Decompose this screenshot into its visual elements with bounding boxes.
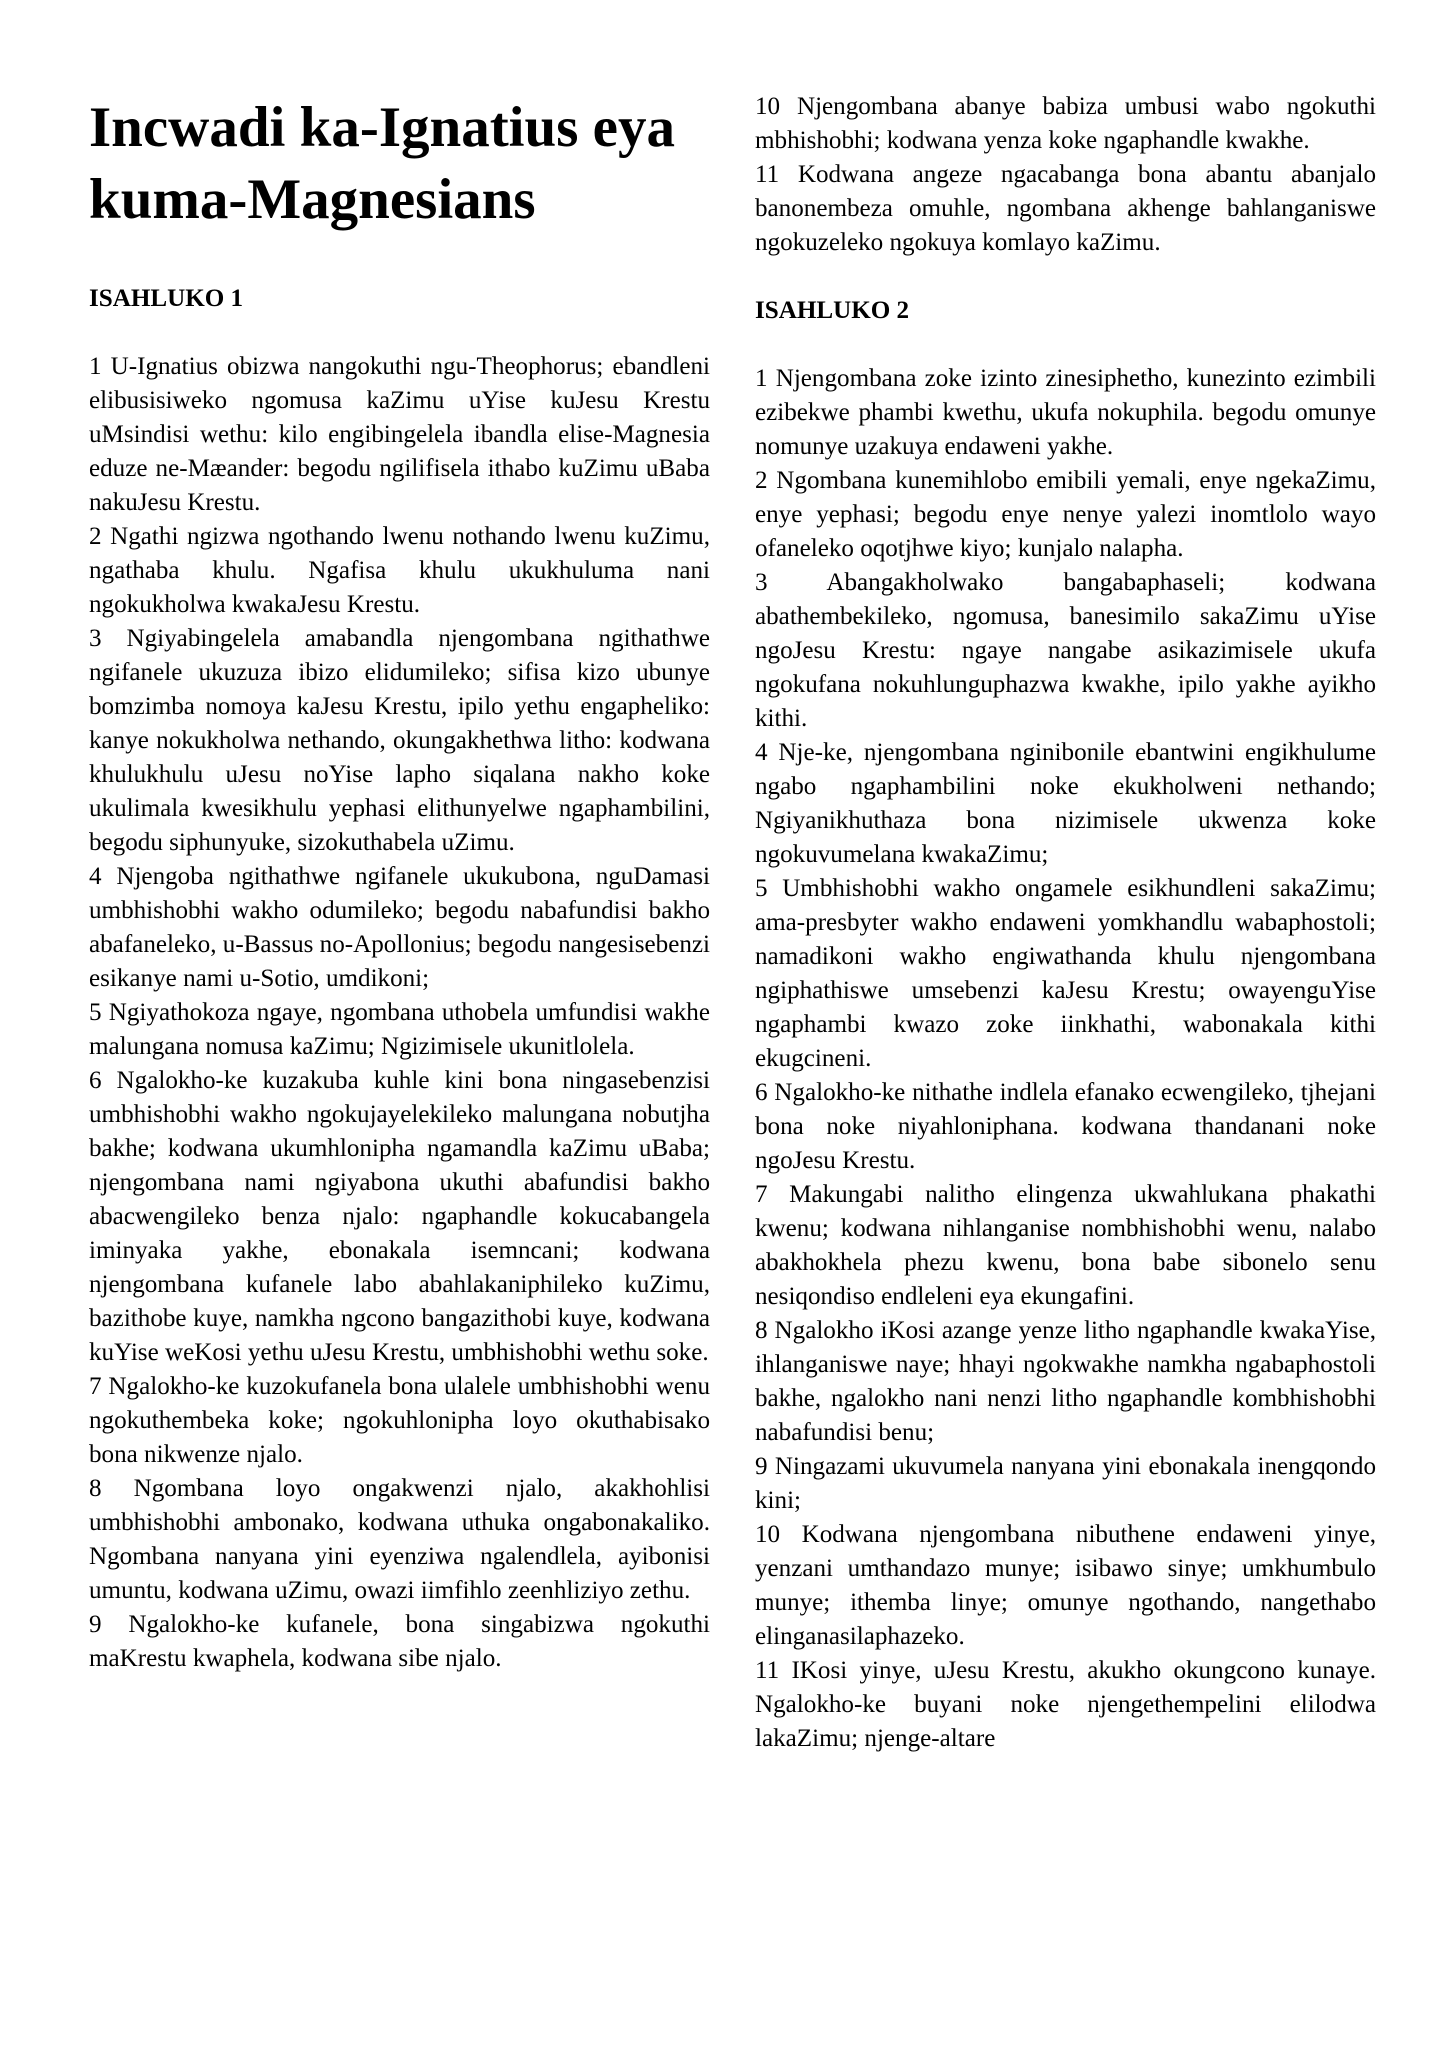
chapter-1-heading: ISAHLUKO 1	[89, 285, 244, 312]
chapter-1-verse-10: 10 Njengombana abanye babiza umbusi wabo ngokuthi mbhishobhi; kodwana yenza koke ngaphandle kwakhe.	[755, 93, 1376, 154]
chapter-2-verse-6: 6 Ngalokho-ke nithathe indlela efanako ecwengileko, tjhejani bona noke niyahloniphana. kodwana thandanani noke ngoJesu Krestu.	[755, 1079, 1376, 1174]
document-title: Incwadi ka-Ignatius eya kuma-Magnesians	[89, 96, 675, 231]
chapter-1-verse-1: 1 U-Ignatius obizwa nangokuthi ngu-Theophorus; ebandleni elibusisiweko ngomusa kaZimu uYise kuJesu Krestu uMsindisi wethu: kilo engibingelela ibandla elise-Magnesia eduze ne-Mæander: begodu ngilifisela ithabo kuZimu uBaba nakuJesu Krestu.	[89, 353, 710, 516]
chapter-1-verse-7: 7 Ngalokho-ke kuzokufanela bona ulalele umbhishobhi wenu ngokuthembeka koke; ngokuhlonipha loyo okuthabisako bona nikwenze njalo.	[89, 1373, 710, 1468]
chapter-2-verse-10: 10 Kodwana njengombana nibuthene endaweni yinye, yenzani umthandazo munye; isibawo sinye; umkhumbulo munye; ithemba linye; omunye ngothando, nangethabo elinganasilaphazeko.	[755, 1521, 1376, 1650]
chapter-1-verse-5: 5 Ngiyathokoza ngaye, ngombana uthobela umfundisi wakhe malungana nomusa kaZimu; Ngizimisele ukunitlolela.	[89, 999, 710, 1060]
chapter-2-verse-7: 7 Makungabi nalitho elingenza ukwahlukana phakathi kwenu; kodwana nihlanganise nombhishobhi wenu, nalabo abakhokhela phezu kwenu, bona babe sibonelo senu nesiqondiso endleleni eya ekungafini.	[755, 1181, 1376, 1310]
chapter-2-verse-9: 9 Ningazami ukuvumela nanyana yini ebonakala inengqondo kini;	[755, 1453, 1376, 1514]
chapter-2-verse-8: 8 Ngalokho iKosi azange yenze litho ngaphandle kwakaYise, ihlanganiswe naye; hhayi ngokwakhe namkha ngabaphostoli bakhe, ngalokho nani nenzi litho ngaphandle kombhishobhi nabafundisi benu;	[755, 1317, 1376, 1446]
chapter-2-verse-11: 11 IKosi yinye, uJesu Krestu, akukho okungcono kunaye. Ngalokho-ke buyani noke njengethempelini elilodwa lakaZimu; njenge-altare	[755, 1657, 1376, 1752]
chapter-1-verse-6: 6 Ngalokho-ke kuzakuba kuhle kini bona ningasebenzisi umbhishobhi wakho ngokujayelekileko malungana nobutjha bakhe; kodwana ukumhlonipha ngamandla kaZimu uBaba; njengombana nami ngiyabona ukuthi abafundisi bakho abacwengileko benza njalo: ngaphandle kokucabangela iminyaka yakhe, ebonakala isemncani; kodwana njengombana kufanele labo abahlakaniphileko kuZimu, bazithobe kuye, namkha ngcono bangazithobi kuye, kodwana kuYise weKosi yethu uJesu Krestu, umbhishobhi wethu soke.	[89, 1067, 710, 1366]
left-column	[89, 90, 710, 1676]
chapter-2-verse-3: 3 Abangakholwako bangabaphaseli; kodwana abathembekileko, ngomusa, banesimilo sakaZimu uYise ngoJesu Krestu: ngaye nangabe asikazimisele ukufa ngokufana nokuhlunguphazwa kwakhe, ipilo yakhe ayikho kithi.	[755, 569, 1376, 732]
chapter-1-verse-2: 2 Ngathi ngizwa ngothando lwenu nothando lwenu kuZimu, ngathaba khulu. Ngafisa khulu ukukhuluma nani ngokukholwa kwakaJesu Krestu.	[89, 523, 710, 618]
right-column	[755, 90, 1376, 1756]
chapter-1-verse-11: 11 Kodwana angeze ngacabanga bona abantu abanjalo banonembeza omuhle, ngombana akhenge bahlanganiswe ngokuzeleko ngokuya komlayo kaZimu.	[755, 161, 1376, 256]
chapter-2-verse-5: 5 Umbhishobhi wakho ongamele esikhundleni sakaZimu; ama-presbyter wakho endaweni yomkhandlu wabaphostoli; namadikoni wakho engiwathanda khulu njengombana ngiphathiswe umsebenzi kaJesu Krestu; owayenguYise ngaphambi kwazo zoke iinkhathi, wabonakala kithi ekugcineni.	[755, 875, 1376, 1072]
chapter-1-verse-4: 4 Njengoba ngithathwe ngifanele ukukubona, nguDamasi umbhishobhi wakho odumileko; begodu nabafundisi bakho abafaneleko, u-Bassus no-Apollonius; begodu nangesisebenzi esikanye nami u-Sotio, umdikoni;	[89, 863, 710, 992]
chapter-2-verse-2: 2 Ngombana kunemihlobo emibili yemali, enye ngekaZimu, enye yephasi; begodu enye nenye yalezi inomtlolo wayo ofaneleko oqotjhwe kiyo; kunjalo nalapha.	[755, 467, 1376, 562]
chapter-2-heading: ISAHLUKO 2	[755, 297, 910, 324]
chapter-2-verse-4: 4 Nje-ke, njengombana nginibonile ebantwini engikhulume ngabo ngaphambilini noke ekukholweni nethando; Ngiyanikhuthaza bona nizimisele ukwenza koke ngokuvumelana kwakaZimu;	[755, 739, 1376, 868]
chapter-1-verse-8: 8 Ngombana loyo ongakwenzi njalo, akakhohlisi umbhishobhi ambonako, kodwana uthuka ongabonakaliko. Ngombana nanyana yini eyenziwa ngalendlela, ayibonisi umuntu, kodwana uZimu, owazi iimfihlo zeenhliziyo zethu.	[89, 1475, 710, 1604]
chapter-1-verse-9: 9 Ngalokho-ke kufanele, bona singabizwa ngokuthi maKrestu kwaphela, kodwana sibe njalo.	[89, 1611, 710, 1672]
chapter-1-verse-3: 3 Ngiyabingelela amabandla njengombana ngithathwe ngifanele ukuzuza ibizo elidumileko; sifisa kizo ubunye bomzimba nomoya kaJesu Krestu, ipilo yethu engapheliko: kanye nokukholwa nethando, okungakhethwa litho: kodwana khulukhulu uJesu noYise lapho siqalana nakho koke ukulimala kwesikhulu yephasi elithunyelwe ngaphambilini, begodu siphunyuke, sizokuthabela uZimu.	[89, 625, 710, 856]
chapter-2-verse-1: 1 Njengombana zoke izinto zinesiphetho, kunezinto ezimbili ezibekwe phambi kwethu, ukufa nokuphila. begodu omunye nomunye uzakuya endaweni yakhe.	[755, 365, 1376, 460]
